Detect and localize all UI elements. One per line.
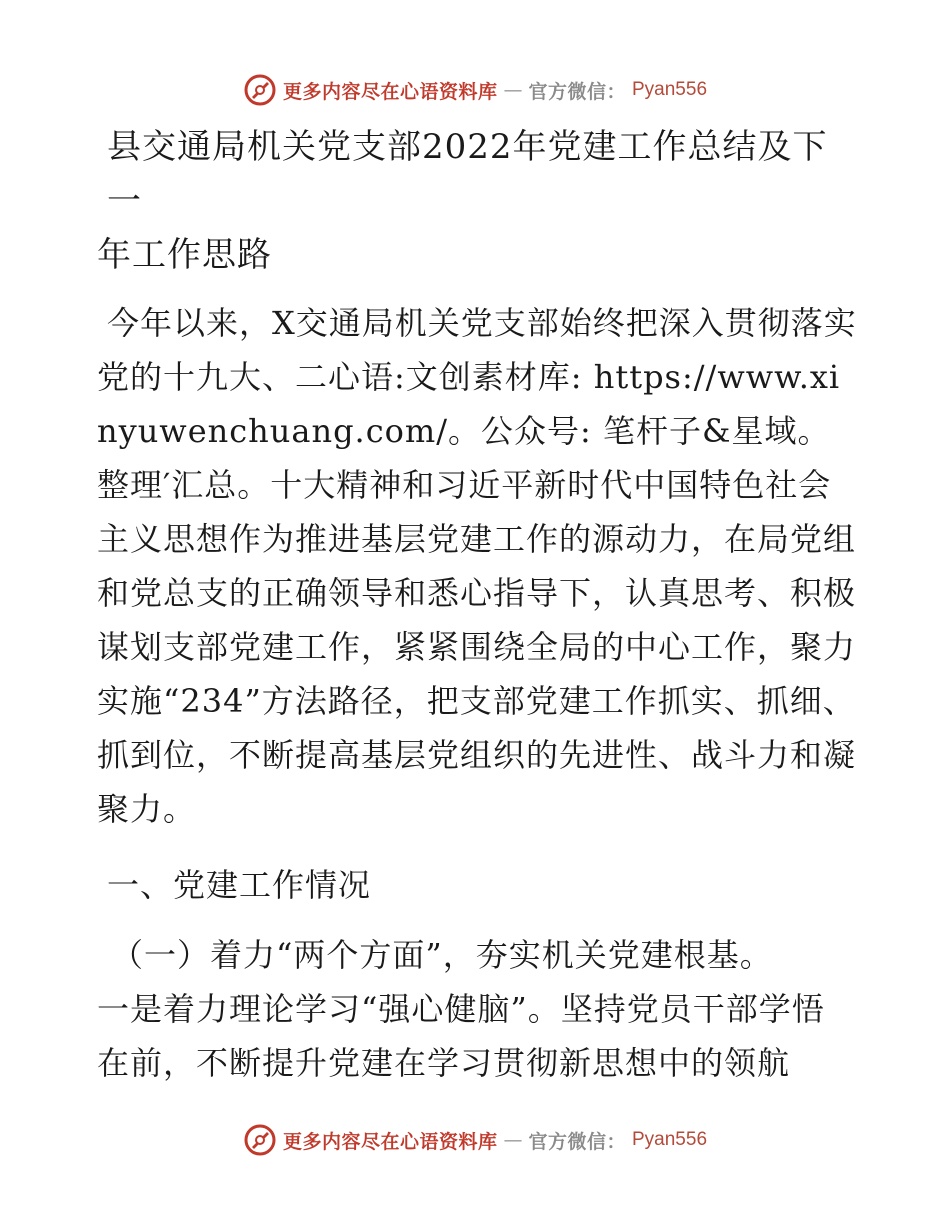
footer-watermark-banner [0,1120,950,1160]
title-line-1: 县交通局机关党支部2022年党建工作总结及下一 [107,127,828,221]
section-heading-1: 一、党建工作情况 [107,866,372,904]
banner-dash: — [503,1129,523,1151]
banner-wechat-id: Pyan556 [632,79,708,100]
quill-circle-icon [243,73,277,107]
subsection-heading-1: （一）着力“两个方面”，夯实机关党建根基。 [111,936,773,974]
banner-brand-text: 更多内容尽在心语资料库 [282,1130,498,1153]
banner-wechat-id: Pyan556 [632,1129,708,1150]
document-body [97,120,857,1090]
banner-wechat-label: 官方微信： [528,80,626,103]
quill-circle-icon [243,1123,277,1157]
banner-dash: — [503,79,523,101]
intro-paragraph: 今年以来，X交通局机关党支部始终把深入贯彻落实党的十九大、二心语:文创素材库: https://www.xinyuwenchuang.com/。公众号: 笔杆子&星域。整理′汇总。十大精神和习近平新时代中国特色社会主义思想作为推进基层党建工作的源动力，在局党组和党总支的正确领导和悉心指导下，认真思考、积极谋划支部党建工作，紧紧围绕全局的中心工作，聚力实施“234”方法路径，把支部党建工作抓实、抓细、抓到位，不断提高基层党组织的先进性、战斗力和凝聚力。 [97,304,857,828]
banner-wechat-label: 官方微信： [528,1130,626,1153]
title-line-2: 年工作思路 [97,235,272,275]
banner-brand-text: 更多内容尽在心语资料库 [282,80,498,103]
subsection-body-1: 一是着力理论学习“强心健脑”。坚持党员干部学悟在前，不断提升党建在学习贯彻新思想中的领航 [97,990,825,1082]
document-title [97,120,857,282]
header-watermark-banner [0,70,950,110]
